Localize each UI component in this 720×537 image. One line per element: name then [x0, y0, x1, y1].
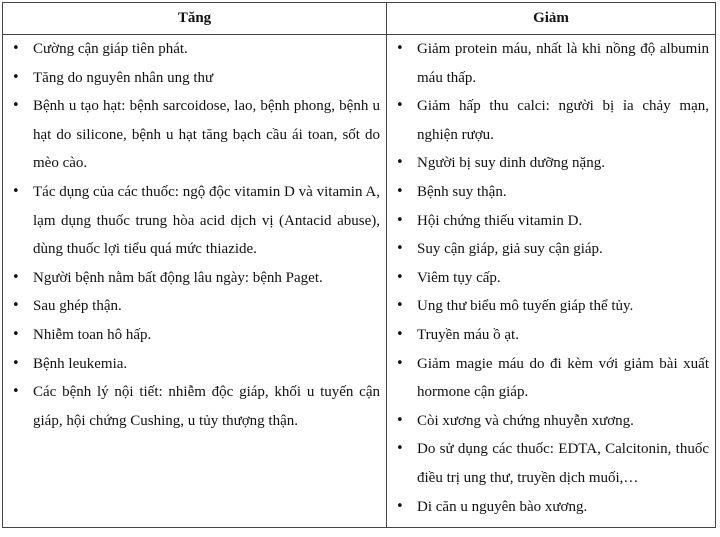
list-item: • Các bệnh lý nội tiết: nhiễm độc giáp, khối u tuyến cận giáp, hội chứng Cushing, u tủy thượng thận.	[9, 378, 380, 435]
header-row	[3, 3, 716, 35]
list-item: • Suy cận giáp, giả suy cận giáp.	[393, 235, 709, 264]
list-item: • Bệnh u tạo hạt: bệnh sarcoidose, lao, bệnh phong, bệnh u hạt do silicone, bệnh u hạt tăng bạch cầu ái toan, sốt do mèo cào.	[9, 92, 380, 178]
list-item: • Bệnh suy thận.	[393, 178, 709, 207]
list-item: • Giảm magie máu do đi kèm với giảm bài xuất hormone cận giáp.	[393, 350, 709, 407]
list-item: • Tác dụng của các thuốc: ngộ độc vitamin D và vitamin A, lạm dụng thuốc trung hòa acid dịch vị (Antacid abuse), dùng thuốc lợi tiểu quá mức thiazide.	[9, 178, 380, 264]
list-item: • Còi xương và chứng nhuyễn xương.	[393, 407, 709, 436]
increase-cell	[3, 35, 387, 528]
list-item: • Giảm hấp thu calci: người bị ỉa chảy mạn, nghiện rượu.	[393, 92, 709, 149]
list-item: • Nhiễm toan hô hấp.	[9, 321, 380, 350]
header-increase: Tăng	[3, 3, 387, 35]
header-decrease: Giảm	[387, 3, 716, 35]
list-item: • Do sử dụng các thuốc: EDTA, Calcitonin, thuốc điều trị ung thư, truyền dịch muối,…	[393, 435, 709, 492]
list-item: • Người bị suy dinh dưỡng nặng.	[393, 149, 709, 178]
list-item: • Bệnh leukemia.	[9, 350, 380, 379]
list-item: • Truyền máu ồ ạt.	[393, 321, 709, 350]
causes-table	[2, 2, 716, 528]
list-item: • Viêm tụy cấp.	[393, 264, 709, 293]
decrease-list	[387, 35, 715, 527]
list-item: • Cường cận giáp tiên phát.	[9, 35, 380, 64]
increase-list	[3, 35, 386, 441]
list-item: • Sau ghép thận.	[9, 292, 380, 321]
list-item: • Hội chứng thiếu vitamin D.	[393, 207, 709, 236]
decrease-cell	[387, 35, 716, 528]
body-row	[3, 35, 716, 528]
list-item: • Giảm protein máu, nhất là khi nồng độ albumin máu thấp.	[393, 35, 709, 92]
list-item: • Ung thư biểu mô tuyến giáp thể tủy.	[393, 292, 709, 321]
list-item: • Người bệnh nằm bất động lâu ngày: bệnh Paget.	[9, 264, 380, 293]
list-item: • Tăng do nguyên nhân ung thư	[9, 64, 380, 93]
list-item: • Di căn u nguyên bào xương.	[393, 493, 709, 522]
